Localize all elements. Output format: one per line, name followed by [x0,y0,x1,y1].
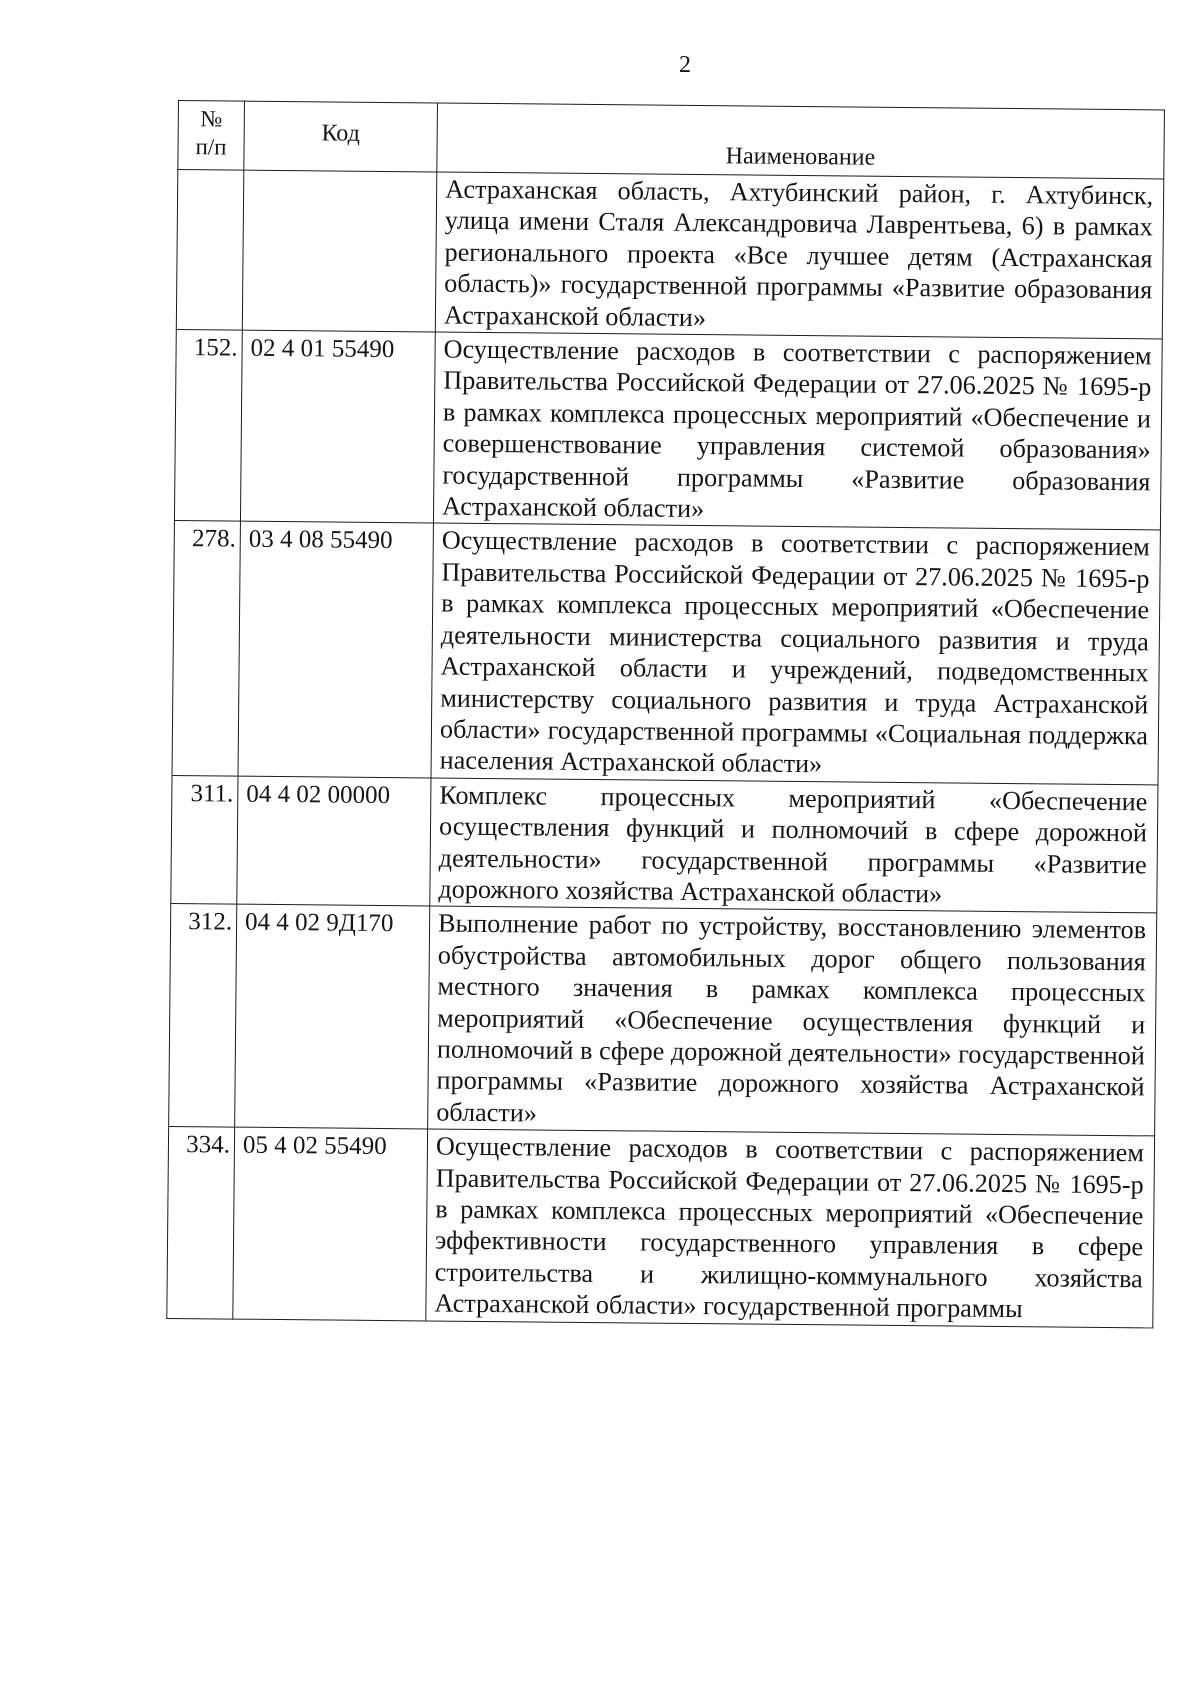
row-code [242,170,437,332]
codes-table [166,100,1165,1328]
row-code: 04 4 02 9Д170 [235,904,430,1129]
row-number: 311. [171,775,238,904]
row-number: 278. [172,521,240,776]
row-name: Осуществление расходов в соответствии с распоряжением Правительства Российской Федерации от 27.06.2025 № 1695-р в рамках комплекса процессных мероприятий «Обеспечение и совершенствование управления системой образования» государственной программы «Развитие образования Астраханской области» [433,332,1162,530]
header-code: Код [244,101,438,172]
row-name: Выполнение работ по устройству, восстановлению элементов обустройства автомобильных дорог общего пользования местного значения в рамках комплекса процессных мероприятий «Обеспечение осуществления функций и полномочий в сфере дорожной деятельности» государственной программы «Развитие дорожного хозяйства Астраханской области» [428,906,1157,1136]
header-name: Наименование [437,103,1165,179]
row-code: 04 4 02 00000 [237,776,431,906]
table-row [171,775,1158,913]
table-row [167,1127,1155,1328]
table-row [169,904,1157,1136]
row-code: 05 4 02 55490 [233,1127,428,1320]
row-code: 02 4 01 55490 [240,330,435,523]
table-row [174,330,1162,531]
document-table-wrapper [166,100,1164,1328]
row-code: 03 4 08 55490 [238,522,433,778]
row-number [176,170,244,331]
row-number: 334. [167,1127,235,1319]
header-number-label: № п/п [195,106,227,160]
row-name: Осуществление расходов в соответствии с распоряжением Правительства Российской Федерации от 27.06.2025 № 1695-р в рамках комплекса процессных мероприятий «Обеспечение эффективности государственного управления в сфере строительства и жилищно-коммунального хозяйства Астраханской области» государственной программы [426,1129,1155,1327]
table-row [172,521,1160,785]
row-number: 312. [169,904,237,1127]
table-row [176,170,1163,339]
row-name: Комплекс процессных мероприятий «Обеспечение осуществления функций и полномочий в сфере дорожной деятельности» государственной программы «Развитие дорожного хозяйства Астраханской области» [430,778,1158,914]
row-name: Осуществление расходов в соответствии с распоряжением Правительства Российской Федерации от 27.06.2025 № 1695-р в рамках комплекса процессных мероприятий «Обеспечение деятельности министерства социального развития и труда Астраханской области и учреждений, подведомственных министерству социального развития и труда Астраханской области» государственной программы «Социальная поддержка населения Астраханской области» [431,523,1160,784]
row-name: Астраханская область, Ахтубинский район, г. Ахтубинск, улица имени Сталя Александровича Лаврентьева, 6) в рамках регионального проекта «Все лучшее детям (Астраханская область)» государственной программы «Развитие образования Астраханской области» [435,172,1164,339]
row-number: 152. [174,330,242,522]
page-number: 2 [679,52,691,78]
table-header-row [178,101,1165,179]
header-number [178,101,245,171]
